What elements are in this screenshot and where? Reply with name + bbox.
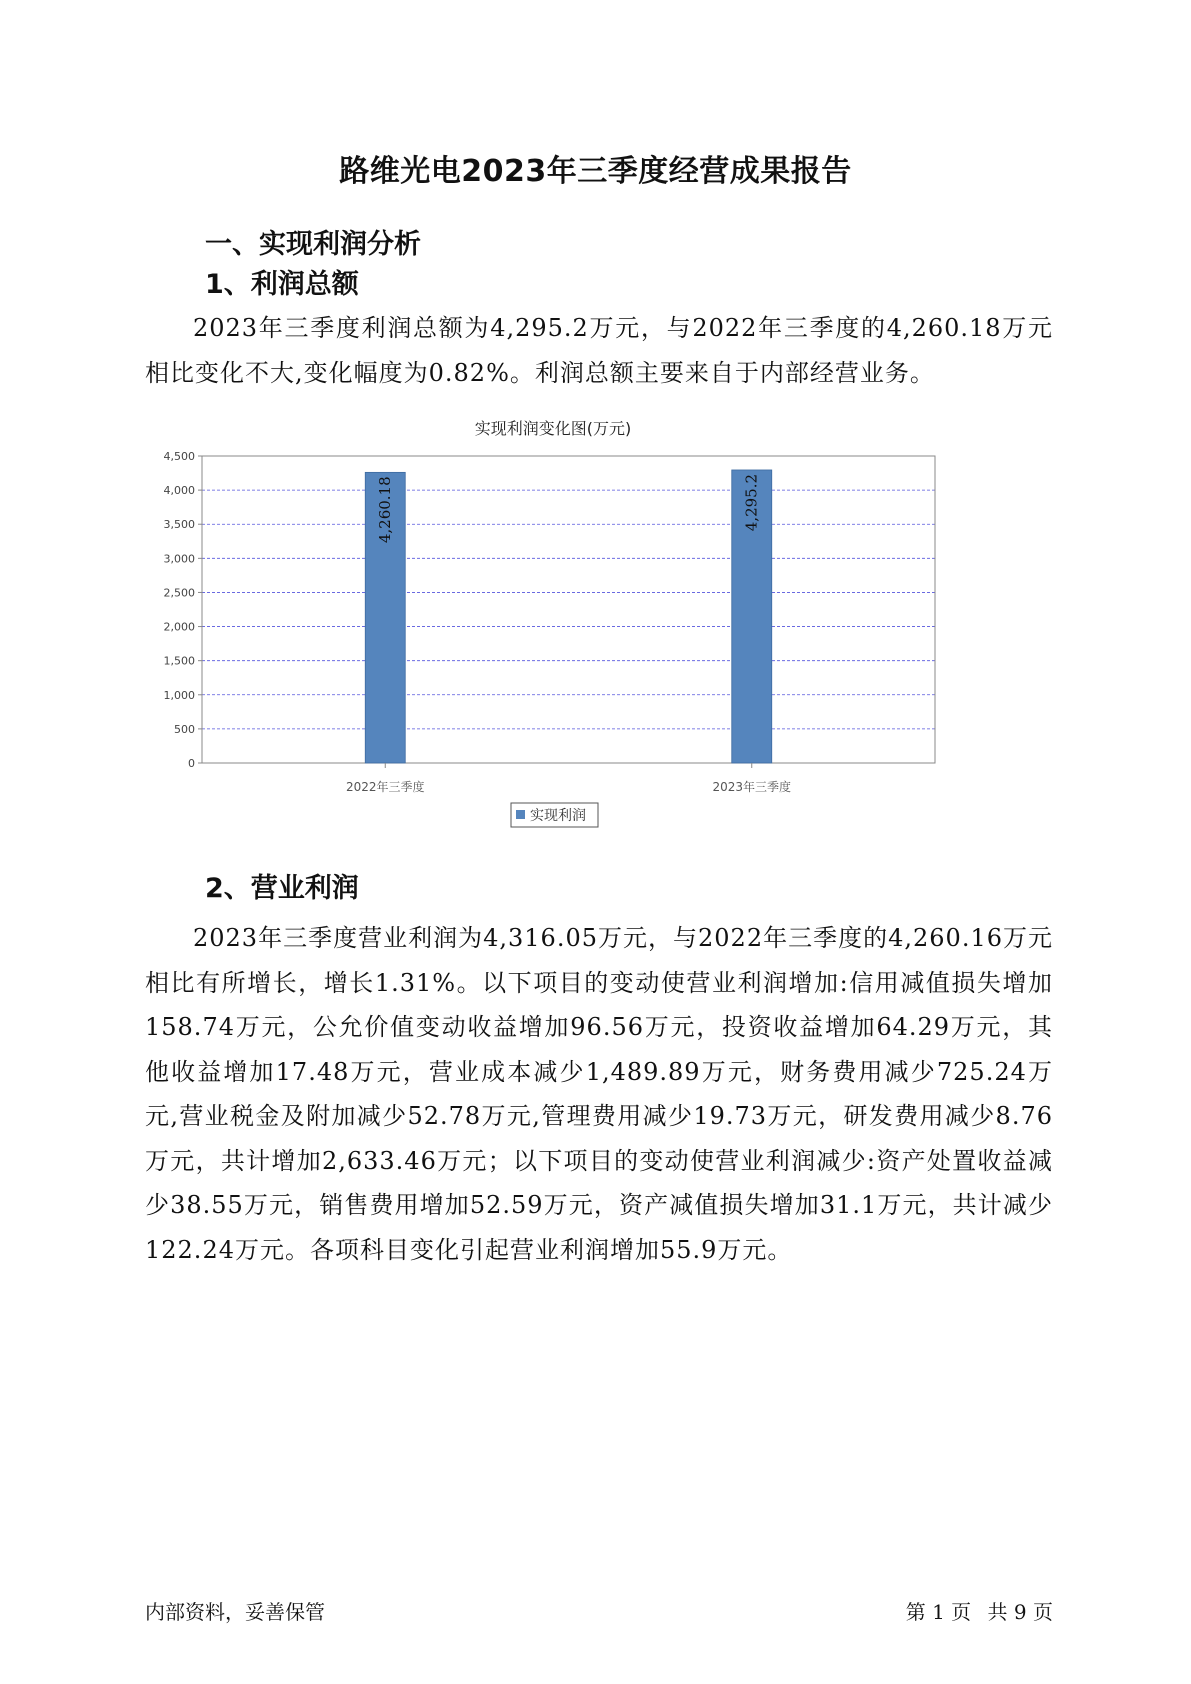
subsection-heading-total-profit: 1、利润总额 [205,269,359,300]
footer-total-pages: 共 9 页 [987,1600,1053,1624]
bar-data-label: 4,295.2 [742,473,761,532]
chart-gridlines [202,490,935,729]
y-tick-label: 2,500 [163,586,195,600]
y-tick-label: 3,500 [163,518,195,532]
footer-page-number [906,1596,1053,1625]
chart-bars [365,470,772,763]
footer-current-page: 第 1 页 [905,1600,972,1624]
total-profit-paragraph: 2023年三季度利润总额为4,295.2万元，与2022年三季度的4,260.18万元相比变化不大,变化幅度为0.82%。利润总额主要来自于内部经营业务。 [145,314,1053,387]
bar-data-label: 4,260.18 [376,476,395,544]
chart-x-ticks [346,763,791,794]
footer-confidential-note: 内部资料，妥善保管 [145,1600,325,1624]
chart-legend [511,803,598,827]
y-tick-label: 4,000 [163,484,195,498]
y-tick-label: 1,000 [163,688,195,702]
chart-title: 实现利润变化图(万元) [474,419,632,438]
operating-profit-paragraph: 2023年三季度营业利润为4,316.05万元，与2022年三季度的4,260.16万元相比有所增长，增长1.31%。以下项目的变动使营业利润增加:信用减值损失增加158.74万元，公允价值变动收益增加96.56万元，投资收益增加64.29万元，其他收益增加17.48万元，营业成本减少1,489.89万元，财务费用减少725.24万元,营业税金及附加减少52.78万元,管理费用减少19.73万元，研发费用减少8.76万元，共计增加2,633.46万元；以下项目的变动使营业利润减少:资产处置收益减少38.55万元，销售费用增加52.59万元，资产减值损失增加31.1万元，共计减少122.24万元。各项科目变化引起营业利润增加55.9万元。 [145,924,1053,1264]
y-tick-label: 1,500 [163,654,195,668]
y-tick-label: 500 [174,722,195,736]
chart-svg [150,419,1030,906]
y-tick-label: 0 [188,757,195,770]
profit-bar-chart [150,419,1030,906]
x-tick-label: 2023年三季度 [712,780,792,794]
legend-label: 实现利润 [530,808,586,824]
y-tick-label: 3,000 [163,552,195,566]
report-title: 路维光电2023年三季度经营成果报告 [339,154,852,189]
y-tick-label: 4,500 [163,450,195,463]
chart-y-ticks [164,450,203,770]
x-tick-label: 2022年三季度 [345,780,425,794]
legend-swatch [516,810,525,819]
y-tick-label: 2,000 [163,620,195,634]
subsection-heading-operating-profit: 2、营业利润 [205,873,359,904]
section-heading-profit-analysis: 一、实现利润分析 [205,229,421,260]
plot-area-frame [202,456,935,763]
